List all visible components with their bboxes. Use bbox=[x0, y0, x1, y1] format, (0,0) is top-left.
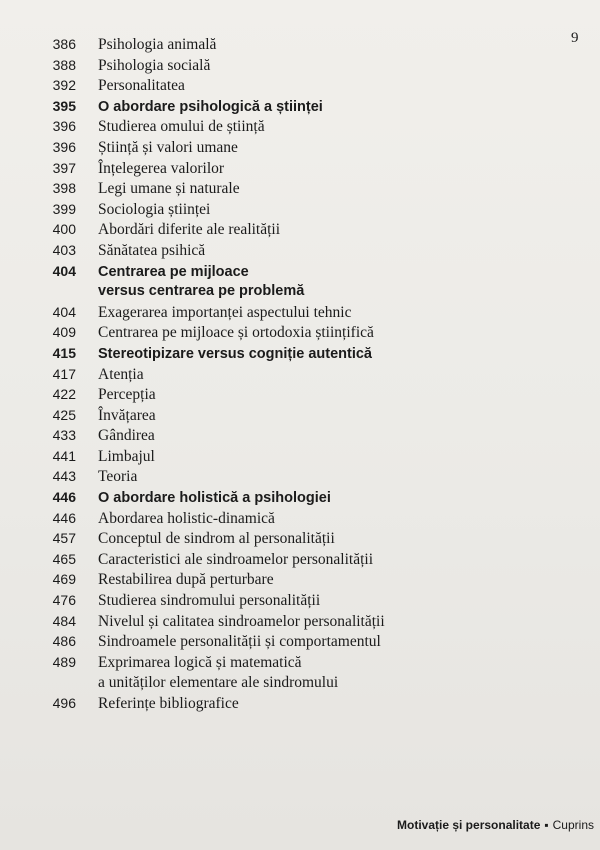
toc-title: Învățarea bbox=[98, 406, 156, 424]
toc-entry bbox=[0, 263, 600, 284]
toc-entry bbox=[0, 242, 600, 263]
toc-title: Caracteristici ale sindroamelor personalității bbox=[98, 550, 374, 568]
toc-page-number: 398 bbox=[52, 180, 76, 197]
toc-entry bbox=[0, 160, 600, 181]
toc-page-number: 396 bbox=[52, 138, 76, 155]
toc-title: Legi umane și naturale bbox=[98, 180, 240, 198]
toc-page-number: 417 bbox=[52, 365, 76, 382]
toc-page-number: 395 bbox=[52, 97, 76, 114]
toc-page-number: 409 bbox=[52, 324, 76, 341]
toc-entry bbox=[0, 386, 600, 407]
table-of-contents bbox=[0, 36, 600, 716]
toc-title: Gândirea bbox=[98, 427, 155, 445]
toc-title: Abordarea holistic-dinamică bbox=[98, 509, 275, 527]
toc-entry bbox=[0, 613, 600, 634]
toc-title: Studierea omului de știință bbox=[98, 118, 265, 136]
toc-page-number: 404 bbox=[52, 262, 76, 279]
toc-page-number: 397 bbox=[52, 159, 76, 176]
running-footer bbox=[397, 818, 594, 832]
toc-title: Limbajul bbox=[98, 447, 155, 465]
footer-section: Cuprins bbox=[552, 818, 594, 832]
toc-entry bbox=[0, 427, 600, 448]
toc-title: Psihologia socială bbox=[98, 56, 211, 74]
toc-page-number: 465 bbox=[52, 550, 76, 567]
toc-entry bbox=[0, 468, 600, 489]
toc-page-number: 386 bbox=[52, 36, 76, 52]
toc-title: Exprimarea logică și matematică bbox=[98, 653, 302, 671]
toc-title: Stereotipizare versus cogniție autentică bbox=[98, 345, 372, 362]
toc-title: O abordare holistică a psihologiei bbox=[98, 490, 331, 507]
toc-entry bbox=[0, 592, 600, 613]
toc-page-number: 388 bbox=[52, 56, 76, 73]
toc-page-number: 392 bbox=[52, 77, 76, 94]
toc-entry bbox=[0, 57, 600, 78]
toc-entry bbox=[0, 551, 600, 572]
toc-title: Percepția bbox=[98, 386, 156, 404]
toc-page-number: 425 bbox=[52, 406, 76, 423]
toc-title: Înțelegerea valorilor bbox=[98, 159, 225, 177]
toc-page-number: 403 bbox=[52, 241, 76, 258]
toc-page-number: 422 bbox=[52, 386, 76, 403]
toc-page-number: 446 bbox=[52, 509, 76, 526]
footer-separator: ▪ bbox=[544, 818, 549, 832]
toc-title: Sănătatea psihică bbox=[98, 241, 206, 259]
toc-entry bbox=[0, 180, 600, 201]
toc-entry bbox=[0, 571, 600, 592]
toc-entry bbox=[0, 366, 600, 387]
toc-title: O abordare psihologică a științei bbox=[98, 98, 323, 115]
toc-page-number: 400 bbox=[52, 221, 76, 238]
toc-page-number: 396 bbox=[52, 118, 76, 135]
toc-title: Abordări diferite ale realității bbox=[98, 221, 281, 239]
toc-entry bbox=[0, 489, 600, 510]
toc-entry bbox=[0, 530, 600, 551]
toc-entry bbox=[0, 695, 600, 716]
toc-page-number: 404 bbox=[52, 303, 76, 320]
toc-entry bbox=[0, 118, 600, 139]
toc-title: Personalitatea bbox=[98, 77, 185, 95]
toc-title: Studierea sindromului personalității bbox=[98, 592, 321, 610]
toc-page-number: 415 bbox=[52, 344, 76, 361]
toc-entry bbox=[0, 304, 600, 325]
toc-title: Centrarea pe mijloace bbox=[98, 263, 249, 280]
toc-title: Sindroamele personalității și comportamentul bbox=[98, 633, 381, 651]
toc-title: Conceptul de sindrom al personalității bbox=[98, 530, 335, 548]
toc-entry bbox=[0, 324, 600, 345]
toc-page-number: 496 bbox=[52, 695, 76, 711]
toc-page-number: 457 bbox=[52, 530, 76, 547]
toc-entry bbox=[0, 345, 600, 366]
toc-page-number: 441 bbox=[52, 447, 76, 464]
toc-entry bbox=[0, 654, 600, 675]
toc-entry bbox=[0, 407, 600, 428]
toc-title: a unităților elementare ale sindromului bbox=[98, 674, 339, 692]
toc-entry bbox=[0, 221, 600, 242]
toc-entry bbox=[0, 36, 600, 57]
page-number: 9 bbox=[571, 30, 579, 46]
toc-page-number: 443 bbox=[52, 468, 76, 485]
toc-title: Știință și valori umane bbox=[98, 138, 238, 156]
toc-title: Atenția bbox=[98, 365, 144, 383]
toc-entry bbox=[0, 139, 600, 160]
toc-title: Exagerarea importanței aspectului tehnic bbox=[98, 303, 352, 321]
toc-title: Teoria bbox=[98, 468, 138, 486]
footer-book-title: Motivație și personalitate bbox=[397, 818, 541, 832]
toc-entry bbox=[0, 201, 600, 222]
toc-page-number: 433 bbox=[52, 427, 76, 444]
toc-entry bbox=[0, 283, 600, 304]
toc-page-number: 486 bbox=[52, 633, 76, 650]
toc-title: versus centrarea pe problemă bbox=[98, 283, 305, 300]
toc-entry bbox=[0, 674, 600, 695]
toc-entry bbox=[0, 448, 600, 469]
toc-entry bbox=[0, 77, 600, 98]
toc-page-number: 399 bbox=[52, 200, 76, 217]
toc-entry bbox=[0, 633, 600, 654]
toc-page-number: 469 bbox=[52, 571, 76, 588]
toc-title: Restabilirea după perturbare bbox=[98, 571, 274, 589]
toc-page-number: 446 bbox=[52, 489, 76, 506]
toc-title: Centrarea pe mijloace și ortodoxia științifică bbox=[98, 324, 374, 342]
toc-page-number: 489 bbox=[52, 653, 76, 670]
toc-entry bbox=[0, 510, 600, 531]
toc-title: Nivelul și calitatea sindroamelor personalității bbox=[98, 612, 385, 630]
toc-entry bbox=[0, 98, 600, 119]
toc-title: Sociologia științei bbox=[98, 200, 211, 218]
toc-title: Referințe bibliografice bbox=[98, 695, 239, 712]
toc-page-number: 476 bbox=[52, 592, 76, 609]
toc-page-number: 484 bbox=[52, 612, 76, 629]
toc-title: Psihologia animală bbox=[98, 36, 217, 53]
